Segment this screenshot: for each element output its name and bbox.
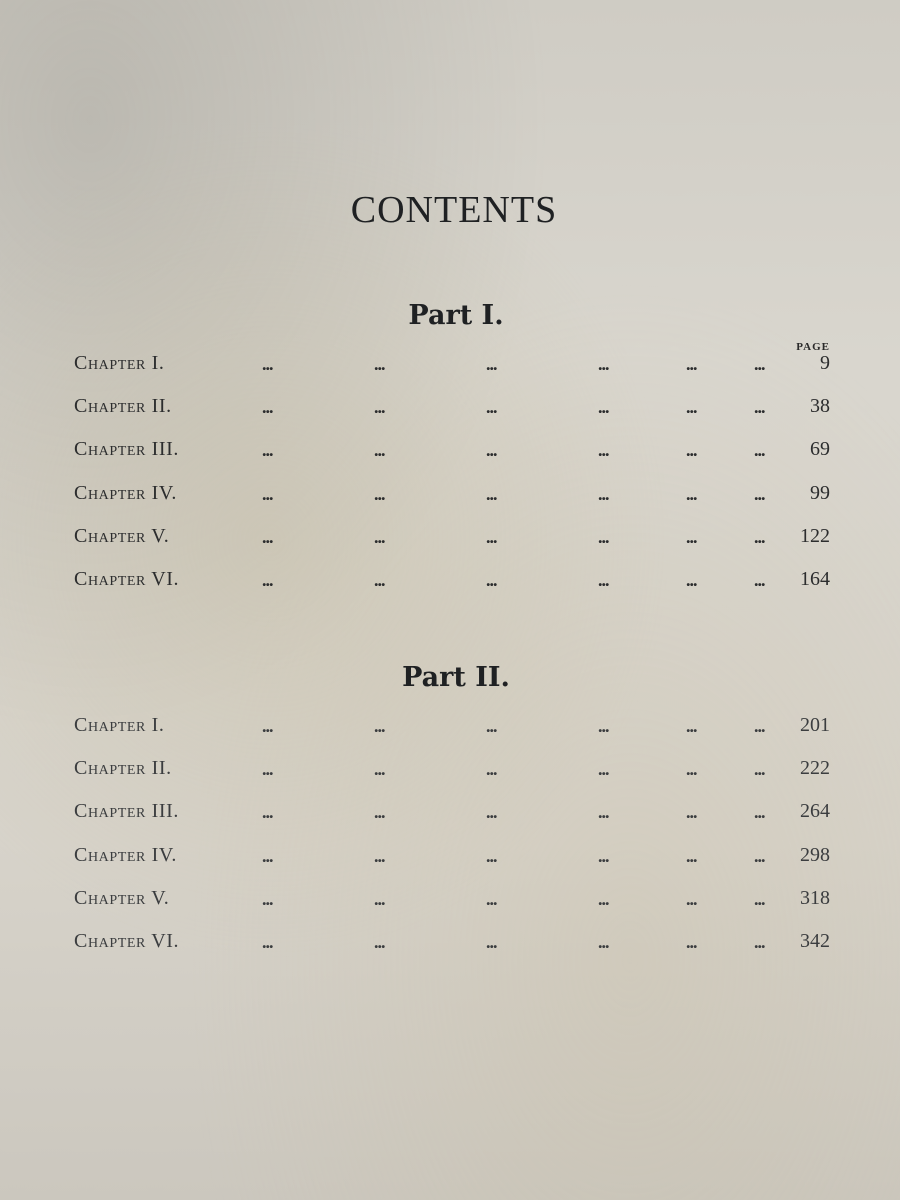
dot-leader: ... <box>686 354 697 374</box>
dot-leader: ... <box>262 802 273 823</box>
dot-leader: ... <box>262 483 273 504</box>
dot-leaders <box>74 482 834 512</box>
dot-leader: ... <box>486 526 497 547</box>
dot-leaders <box>74 800 834 830</box>
chapter-label: Chapter V. <box>74 524 170 547</box>
dot-leader: ... <box>686 716 697 736</box>
dot-leader: ... <box>374 569 385 590</box>
dot-leader: ... <box>686 397 697 418</box>
page-number: 298 <box>800 843 830 866</box>
dot-leader: ... <box>374 716 385 736</box>
toc-row <box>74 568 834 611</box>
dot-leader: ... <box>754 931 765 952</box>
toc-list-part-1 <box>74 352 834 611</box>
dot-leaders <box>74 525 834 555</box>
dot-leader: ... <box>754 759 765 780</box>
toc-row <box>74 844 834 887</box>
dot-leaders <box>74 714 834 744</box>
dot-leader: ... <box>598 759 609 780</box>
toc-row <box>74 714 834 757</box>
dot-leader: ... <box>598 845 609 866</box>
chapter-label: Chapter II. <box>74 395 172 418</box>
dot-leader: ... <box>262 888 273 909</box>
dot-leader: ... <box>374 845 385 866</box>
page-number: 264 <box>800 800 830 823</box>
page-number: 99 <box>810 481 830 504</box>
toc-row <box>74 930 834 973</box>
dot-leader: ... <box>754 483 765 504</box>
dot-leader: ... <box>754 569 765 590</box>
dot-leader: ... <box>598 483 609 504</box>
dot-leader: ... <box>486 397 497 418</box>
page-number: 222 <box>800 757 830 780</box>
dot-leader: ... <box>686 888 697 909</box>
dot-leader: ... <box>598 354 609 374</box>
dot-leader: ... <box>374 759 385 780</box>
dot-leader: ... <box>262 354 273 374</box>
dot-leaders <box>74 887 834 917</box>
page-title: CONTENTS <box>350 189 558 231</box>
dot-leader: ... <box>686 483 697 504</box>
dot-leader: ... <box>374 931 385 952</box>
toc-row <box>74 352 834 395</box>
dot-leader: ... <box>374 440 385 461</box>
chapter-label: Chapter I. <box>74 352 165 374</box>
dot-leader: ... <box>598 569 609 590</box>
dot-leader: ... <box>598 888 609 909</box>
chapter-label: Chapter I. <box>74 714 165 736</box>
toc-row <box>74 757 834 800</box>
chapter-label: Chapter V. <box>74 886 170 909</box>
dot-leader: ... <box>486 802 497 823</box>
dot-leader: ... <box>262 526 273 547</box>
dot-leader: ... <box>374 802 385 823</box>
dot-leader: ... <box>754 440 765 461</box>
chapter-label: Chapter IV. <box>74 481 177 504</box>
dot-leader: ... <box>754 845 765 866</box>
dot-leader: ... <box>486 569 497 590</box>
dot-leader: ... <box>262 397 273 418</box>
dot-leader: ... <box>486 354 497 374</box>
dot-leader: ... <box>754 716 765 736</box>
dot-leader: ... <box>686 569 697 590</box>
dot-leader: ... <box>598 440 609 461</box>
dot-leader: ... <box>754 397 765 418</box>
dot-leader: ... <box>598 802 609 823</box>
dot-leader: ... <box>686 802 697 823</box>
chapter-label: Chapter IV. <box>74 843 177 866</box>
chapter-label: Chapter III. <box>74 800 179 823</box>
toc-row <box>74 438 834 481</box>
dot-leader: ... <box>262 759 273 780</box>
page-number: 201 <box>800 714 830 736</box>
chapter-label: Chapter VI. <box>74 567 180 590</box>
dot-leader: ... <box>374 483 385 504</box>
dot-leaders <box>74 395 834 425</box>
dot-leader: ... <box>262 440 273 461</box>
toc-row <box>74 395 834 438</box>
dot-leader: ... <box>374 526 385 547</box>
dot-leaders <box>74 844 834 874</box>
dot-leader: ... <box>754 526 765 547</box>
dot-leaders <box>74 568 834 598</box>
page-column-label: PAGE <box>796 341 830 353</box>
dot-leader: ... <box>486 716 497 736</box>
dot-leader: ... <box>598 526 609 547</box>
page-number: 38 <box>810 395 830 418</box>
dot-leader: ... <box>486 440 497 461</box>
toc-row <box>74 482 834 525</box>
toc-list-part-2 <box>74 714 834 973</box>
dot-leaders <box>74 438 834 468</box>
dot-leader: ... <box>374 888 385 909</box>
dot-leader: ... <box>486 845 497 866</box>
toc-row <box>74 887 834 930</box>
dot-leader: ... <box>262 569 273 590</box>
part-heading-2: Part II. <box>402 662 510 693</box>
dot-leader: ... <box>686 845 697 866</box>
dot-leader: ... <box>486 483 497 504</box>
dot-leaders <box>74 757 834 787</box>
chapter-label: Chapter VI. <box>74 929 180 952</box>
dot-leader: ... <box>486 931 497 952</box>
dot-leader: ... <box>486 759 497 780</box>
toc-row <box>74 800 834 843</box>
dot-leader: ... <box>686 526 697 547</box>
dot-leader: ... <box>754 802 765 823</box>
dot-leader: ... <box>598 397 609 418</box>
page-number: 342 <box>800 929 830 952</box>
dot-leader: ... <box>374 354 385 374</box>
dot-leader: ... <box>686 931 697 952</box>
dot-leader: ... <box>486 888 497 909</box>
page-number: 318 <box>800 886 830 909</box>
part-heading-1: Part I. <box>408 300 504 331</box>
page-number: 122 <box>800 524 830 547</box>
dot-leader: ... <box>262 716 273 736</box>
dot-leaders <box>74 352 834 382</box>
dot-leader: ... <box>754 354 765 374</box>
chapter-label: Chapter II. <box>74 757 172 780</box>
dot-leaders <box>74 930 834 960</box>
dot-leader: ... <box>598 716 609 736</box>
dot-leader: ... <box>262 845 273 866</box>
page-number: 69 <box>810 438 830 461</box>
dot-leader: ... <box>686 440 697 461</box>
page-number: 164 <box>800 567 830 590</box>
dot-leader: ... <box>262 931 273 952</box>
dot-leader: ... <box>374 397 385 418</box>
dot-leader: ... <box>598 931 609 952</box>
dot-leader: ... <box>754 888 765 909</box>
dot-leader: ... <box>686 759 697 780</box>
toc-row <box>74 525 834 568</box>
page-number: 9 <box>820 352 830 374</box>
chapter-label: Chapter III. <box>74 438 179 461</box>
